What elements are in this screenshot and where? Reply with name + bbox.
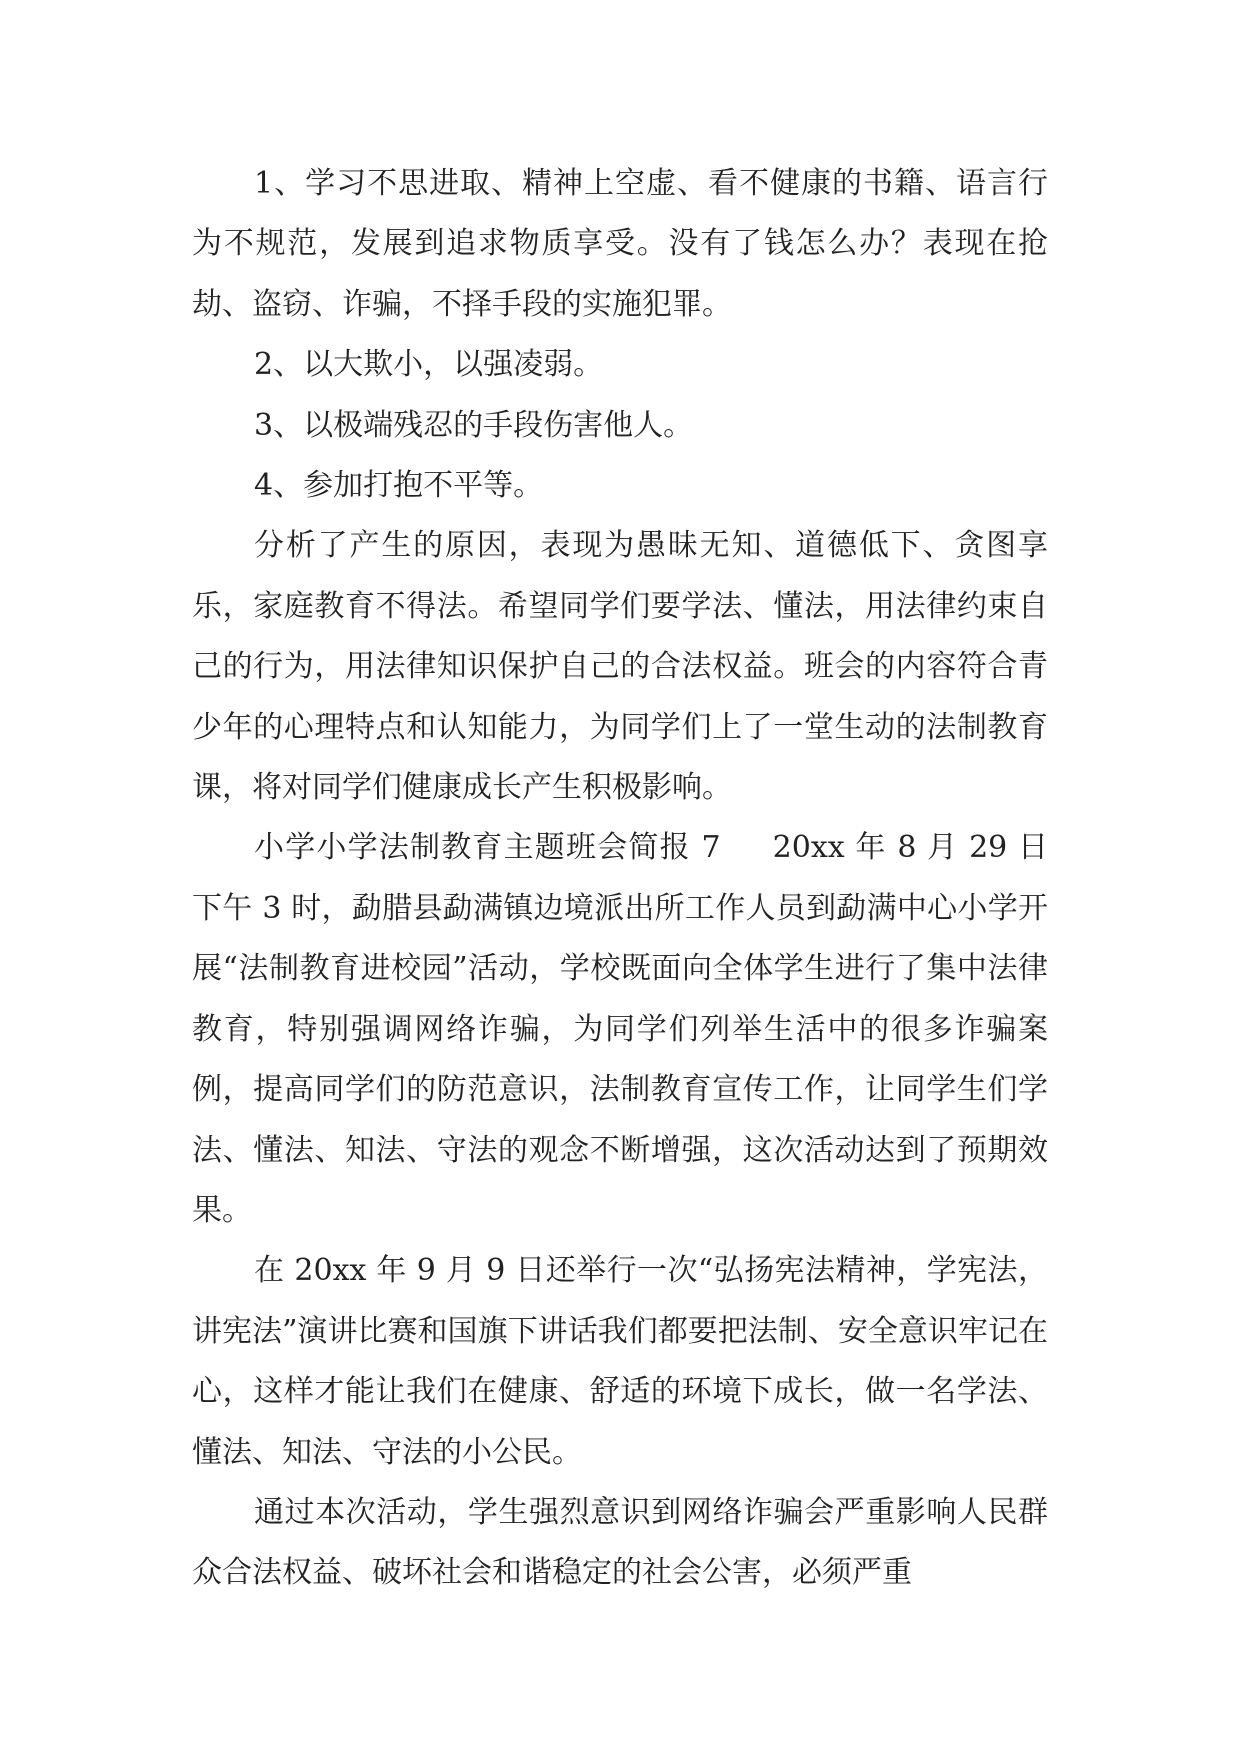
paragraph-item-4: 4、参加打抱不平等。: [254, 468, 544, 504]
section-heading: 小学小学法制教育主题班会简报 7: [254, 830, 721, 866]
paragraph-analysis: 分析了产生的原因，表现为愚昧无知、道德低下、贪图享乐，家庭教育不得法。希望同学们要学法、懂法，用法律约束自己的行为，用法律知识保护自己的合法权益。班会的内容符合青少年的心理特点和认知能力，为同学们上了一堂生动的法制教育课，将对同学们健康成长产生积极影响。: [192, 528, 1048, 806]
section-paragraph-body: 20xx 年 8 月 29 日下午 3 时，勐腊县勐满镇边境派出所工作人员到勐满中心小学开展“法制教育进校园”活动，学校既面向全体学生进行了集中法律教育，特别强调网络诈骗，为同学们列举生活中的很多诈骗案例，提高同学们的防范意识，法制教育宣传工作，让同学生们学法、懂法、知法、守法的观念不断增强，这次活动达到了预期效果。: [192, 830, 1049, 1228]
document-page: [192, 154, 1048, 1604]
paragraph-speech-contest: 在 20xx 年 9 月 9 日还举行一次“弘扬宪法精神，学宪法，讲宪法”演讲比赛和国旗下讲话我们都要把法制、安全意识牢记在心，这样才能让我们在健康、舒适的环境下成长，做一名学法、懂法、知法、守法的小公民。: [192, 1253, 1048, 1470]
paragraph-conclusion: 通过本次活动，学生强烈意识到网络诈骗会严重影响人民群众合法权益、破坏社会和谐稳定的社会公害，必须严重: [192, 1494, 1048, 1591]
paragraph-item-2: 2、以大欺小，以强凌弱。: [254, 347, 604, 383]
section-paragraph: [192, 818, 1048, 1241]
paragraph-item-1: 1、学习不思进取、精神上空虚、看不健康的书籍、语言行为不规范，发展到追求物质享受。没有了钱怎么办？表现在抢劫、盗窃、诈骗，不择手段的实施犯罪。: [192, 166, 1048, 322]
paragraph-item-3: 3、以极端残忍的手段伤害他人。: [254, 407, 694, 443]
